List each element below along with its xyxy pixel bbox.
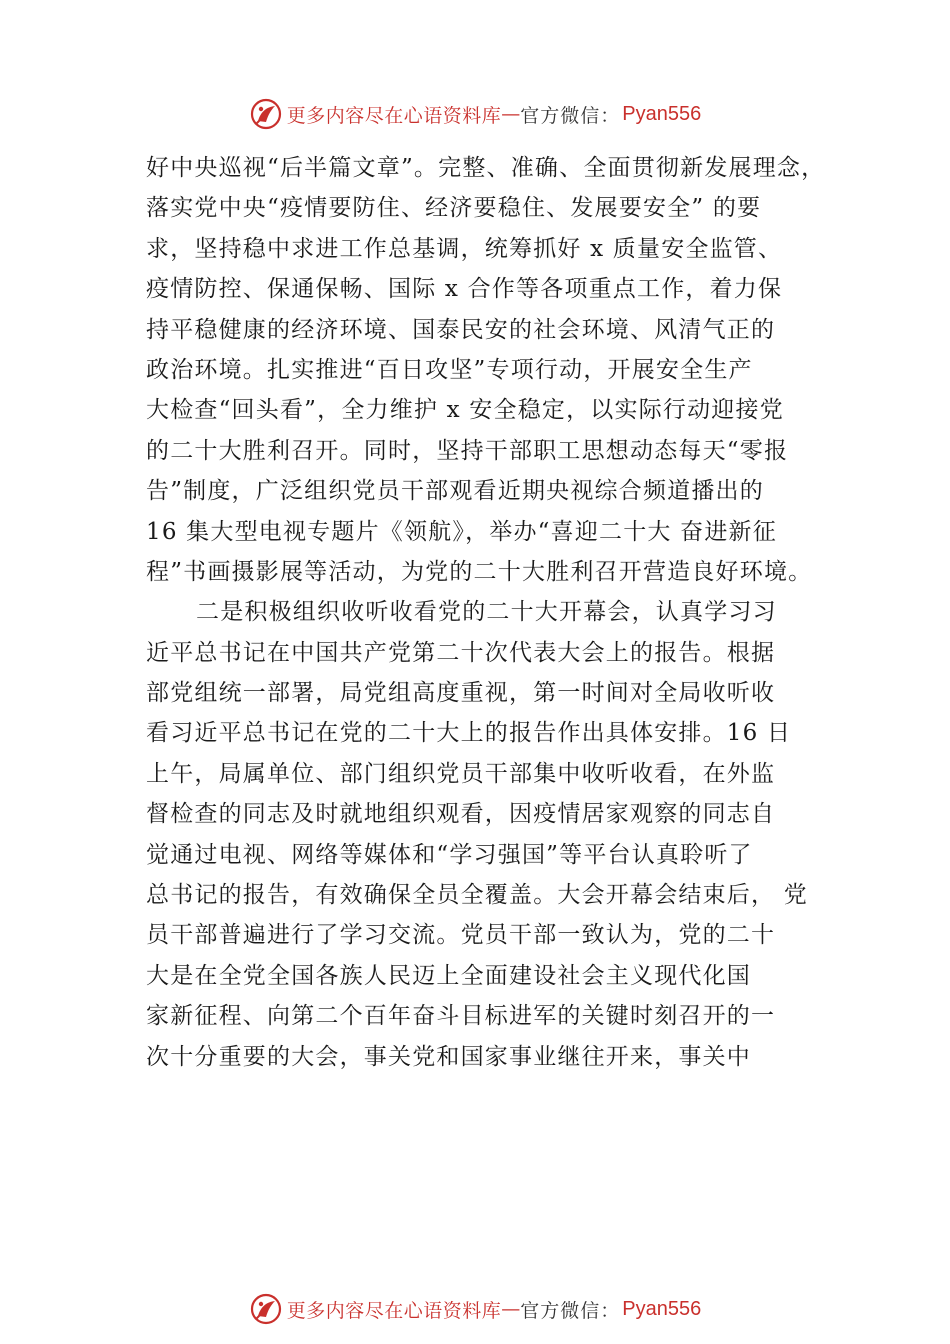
- brand-logo-icon: [249, 97, 283, 131]
- body-line-16: 上午，局属单位、部门组织党员干部集中收听收看，在外监: [146, 760, 776, 787]
- body-line-23: 次十分重要的大会，事关党和国家事业继往开来，事关中: [146, 1043, 751, 1070]
- body-line-5: 持平稳健康的经济环境、国泰民安的社会环境、风清气正的: [146, 316, 776, 343]
- body-line-6: 政治环境。扎实推进“百日攻坚”专项行动，开展安全生产: [146, 356, 753, 383]
- body-line-19: 总书记的报告，有效确保全员全覆盖。大会开幕会结束后， 党: [146, 882, 808, 909]
- body-line-10: 16 集大型电视专题片《领航》，举办“喜迎二十大 奋进新征: [146, 518, 777, 545]
- brand-logo-icon: [249, 1292, 283, 1326]
- footer-wechat-account: Pyan556: [622, 1297, 702, 1320]
- body-line-2: 落实党中央“疫情要防住、经济要稳住、发展要安全” 的要: [146, 195, 762, 222]
- header-wechat-label: 官方微信：: [520, 104, 621, 127]
- body-line-21: 大是在全党全国各族人民迈上全面建设社会主义现代化国: [146, 962, 751, 989]
- footer-banner: [0, 1289, 950, 1329]
- body-line-22: 家新征程、向第二个百年奋斗目标进军的关键时刻召开的一: [146, 1003, 776, 1030]
- body-line-18: 觉通过电视、网络等媒体和“学习强国”等平台认真聆听了: [146, 841, 753, 868]
- footer-dash: —: [501, 1298, 521, 1320]
- body-line-12: 二是积极组织收听收看党的二十大开幕会，认真学习习: [196, 599, 777, 626]
- body-line-3: 求，坚持稳中求进工作总基调，统筹抓好 x 质量安全监管、: [146, 235, 783, 262]
- body-line-4: 疫情防控、保通保畅、国际 x 合作等各项重点工作，着力保: [146, 276, 783, 303]
- body-line-9: 告”制度，广泛组织党员干部观看近期央视综合频道播出的: [146, 478, 764, 505]
- header-dash: —: [501, 103, 521, 125]
- footer-brand-text: 更多内容尽在心语资料库: [286, 1299, 502, 1322]
- body-line-14: 部党组统一部署，局党组高度重视，第一时间对全局收听收: [146, 680, 776, 707]
- body-line-1: 好中央巡视“后半篇文章”。完整、准确、全面贯彻新发展理念，: [146, 155, 826, 181]
- footer-wechat-label: 官方微信：: [520, 1299, 621, 1322]
- header-brand-text: 更多内容尽在心语资料库: [286, 104, 502, 127]
- body-line-7: 大检查“回头看”，全力维护 x 安全稳定，以实际行动迎接党: [146, 397, 784, 424]
- header-wechat-account: Pyan556: [622, 102, 702, 125]
- body-line-20: 员干部普遍进行了学习交流。党员干部一致认为，党的二十: [146, 922, 776, 949]
- body-line-13: 近平总书记在中国共产党第二十次代表大会上的报告。根据: [146, 639, 776, 666]
- body-line-11: 程”书画摄影展等活动，为党的二十大胜利召开营造良好环境。: [146, 558, 813, 585]
- body-line-17: 督检查的同志及时就地组织观看，因疫情居家观察的同志自: [146, 801, 776, 828]
- body-line-15: 看习近平总书记在党的二十大上的报告作出具体安排。16 日: [146, 720, 792, 747]
- header-banner: [0, 94, 950, 134]
- body-line-8: 的二十大胜利召开。同时，坚持干部职工思想动态每天“零报: [146, 437, 789, 464]
- document-body: [146, 148, 836, 1077]
